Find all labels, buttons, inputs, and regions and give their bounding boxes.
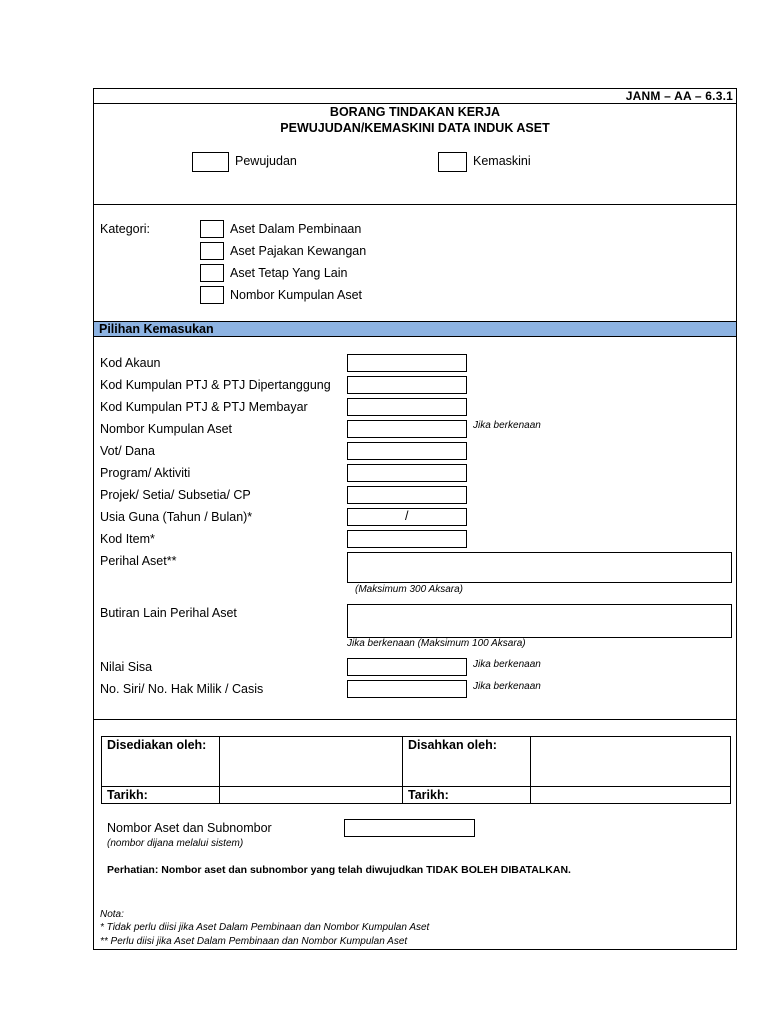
kemaskini-label: Kemaskini xyxy=(473,154,531,168)
perihal-aset-field[interactable] xyxy=(347,552,732,583)
kod-akaun-field[interactable] xyxy=(347,354,467,372)
no-siri-label: No. Siri/ No. Hak Milik / Casis xyxy=(100,682,264,696)
form-title: BORANG TINDAKAN KERJA xyxy=(329,105,501,119)
kategori-checkbox-apk[interactable] xyxy=(200,242,224,260)
kategori-option: Nombor Kumpulan Aset xyxy=(230,288,363,302)
kod-item-field[interactable] xyxy=(347,530,467,548)
form-code: JANM – AA – 6.3.1 xyxy=(625,89,733,103)
maksimum-300-note: (Maksimum 300 Aksara) xyxy=(355,584,463,595)
kategori-checkbox-atl[interactable] xyxy=(200,264,224,282)
jika-berkenaan-note: Jika berkenaan xyxy=(473,681,541,692)
nombor-aset-field[interactable] xyxy=(344,819,475,837)
signature-table xyxy=(101,736,731,804)
nota-line-2: ** Perlu diisi jika Aset Dalam Pembinaan dan Nombor Kumpulan Aset xyxy=(100,936,408,947)
form-subtitle: PEWUJUDAN/KEMASKINI DATA INDUK ASET xyxy=(280,121,550,135)
tarikh-disediakan-cell[interactable] xyxy=(220,787,403,804)
kemaskini-checkbox[interactable] xyxy=(438,152,467,172)
nota-title: Nota: xyxy=(100,909,124,920)
kod-ptj-membayar-field[interactable] xyxy=(347,398,467,416)
kod-item-label: Kod Item* xyxy=(100,532,155,546)
usia-guna-label: Usia Guna (Tahun / Bulan)* xyxy=(100,510,253,524)
kategori-option: Aset Tetap Yang Lain xyxy=(230,266,348,280)
nombor-kumpulan-field[interactable] xyxy=(347,420,467,438)
butiran-lain-label: Butiran Lain Perihal Aset xyxy=(100,606,237,620)
disediakan-signature-cell[interactable] xyxy=(220,737,403,787)
tarikh-disahkan-cell[interactable] xyxy=(531,787,731,804)
maksimum-100-note: Jika berkenaan (Maksimum 100 Aksara) xyxy=(347,638,526,649)
disahkan-signature-cell[interactable] xyxy=(531,737,731,787)
nombor-kumpulan-label: Nombor Kumpulan Aset xyxy=(100,422,233,436)
pewujudan-label: Pewujudan xyxy=(235,154,297,168)
tarikh-label: Tarikh: xyxy=(102,787,220,804)
butiran-lain-field[interactable] xyxy=(347,604,732,638)
section-title: Pilihan Kemasukan xyxy=(99,322,214,336)
kod-ptj-dipertanggung-field[interactable] xyxy=(347,376,467,394)
kategori-checkbox-nka[interactable] xyxy=(200,286,224,304)
jika-berkenaan-note: Jika berkenaan xyxy=(473,659,541,670)
no-siri-field[interactable] xyxy=(347,680,467,698)
kod-akaun-label: Kod Akaun xyxy=(100,356,161,370)
nota-line-1: * Tidak perlu diisi jika Aset Dalam Pembinaan dan Nombor Kumpulan Aset xyxy=(100,922,430,933)
perhatian-warning: Perhatian: Nombor aset dan subnombor yang telah diwujudkan TIDAK BOLEH DIBATALKAN. xyxy=(107,864,571,876)
divider xyxy=(93,103,737,104)
perihal-aset-label: Perihal Aset** xyxy=(100,554,177,568)
kod-ptj-membayar-label: Kod Kumpulan PTJ & PTJ Membayar xyxy=(100,400,308,414)
pewujudan-checkbox[interactable] xyxy=(192,152,229,172)
vot-dana-label: Vot/ Dana xyxy=(100,444,155,458)
usia-guna-separator: / xyxy=(405,509,409,523)
projek-field[interactable] xyxy=(347,486,467,504)
divider xyxy=(93,719,737,720)
tarikh-label: Tarikh: xyxy=(403,787,531,804)
kategori-option: Aset Pajakan Kewangan xyxy=(230,244,367,258)
disahkan-label: Disahkan oleh: xyxy=(403,737,531,787)
vot-dana-field[interactable] xyxy=(347,442,467,460)
projek-label: Projek/ Setia/ Subsetia/ CP xyxy=(100,488,251,502)
nombor-aset-subtext: (nombor dijana melalui sistem) xyxy=(107,838,244,849)
kategori-checkbox-adp[interactable] xyxy=(200,220,224,238)
section-header xyxy=(94,321,736,337)
program-label: Program/ Aktiviti xyxy=(100,466,191,480)
nilai-sisa-label: Nilai Sisa xyxy=(100,660,153,674)
divider xyxy=(93,204,737,205)
program-field[interactable] xyxy=(347,464,467,482)
usia-guna-field[interactable] xyxy=(347,508,467,526)
kod-ptj-dipertanggung-label: Kod Kumpulan PTJ & PTJ Dipertanggung xyxy=(100,378,331,392)
nilai-sisa-field[interactable] xyxy=(347,658,467,676)
kategori-option: Aset Dalam Pembinaan xyxy=(230,222,362,236)
jika-berkenaan-note: Jika berkenaan xyxy=(473,420,541,431)
disediakan-label: Disediakan oleh: xyxy=(102,737,220,787)
kategori-label: Kategori: xyxy=(100,222,151,236)
nombor-aset-label: Nombor Aset dan Subnombor xyxy=(107,821,272,835)
